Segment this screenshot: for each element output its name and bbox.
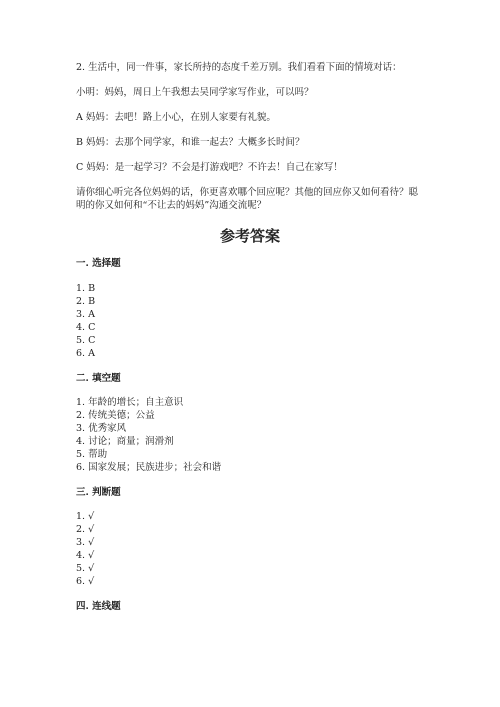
list-item: 2. B [76, 296, 96, 307]
list-item: 2. √ [76, 524, 95, 535]
answer-list-judge [76, 510, 426, 588]
question-intro: 2. 生活中，同一件事，家长所持的态度千差万别。我们看看下面的情境对话： [76, 62, 402, 73]
section-heading-judge: 三. 判断题 [76, 487, 121, 498]
list-item: 1. 年龄的增长；自主意识 [76, 397, 184, 408]
list-item: 2. 传统美德；公益 [76, 410, 155, 421]
list-item: 1. B [76, 283, 96, 294]
section-heading-fill: 二. 填空题 [76, 373, 121, 384]
list-item: 3. A [76, 309, 95, 320]
list-item: 4. C [76, 322, 96, 333]
list-item: 4. 讨论；商量；润滑剂 [76, 436, 174, 447]
dialogue-mom-a: A 妈妈：去吧！路上小心，在别人家要有礼貌。 [76, 112, 276, 123]
list-item: 6. A [76, 348, 95, 359]
list-item: 1. √ [76, 511, 95, 522]
section-heading-choice: 一. 选择题 [76, 258, 121, 269]
dialogue-mom-b: B 妈妈：去那个同学家，和谁一起去？大概多长时间？ [76, 137, 305, 148]
dialogue-mom-c: C 妈妈：是一起学习？不会是打游戏吧？不许去！自己在家写！ [76, 162, 343, 173]
list-item: 3. 优秀家风 [76, 423, 127, 434]
answer-list-fill [76, 396, 426, 474]
list-item: 5. 帮助 [76, 449, 108, 460]
answer-list-choice [76, 282, 426, 360]
section-heading-match: 四. 连线题 [76, 601, 121, 612]
question-prompt: 请你细心听完各位妈妈的话，你更喜欢哪个回应呢？其他的回应你又如何看待？聪明的你又如何和“不让去的妈妈”沟通交流呢？ [76, 187, 419, 211]
list-item: 6. √ [76, 576, 95, 587]
list-item: 4. √ [76, 550, 95, 561]
list-item: 5. C [76, 335, 96, 346]
dialogue-xiaoming: 小明：妈妈，周日上午我想去吴同学家写作业，可以吗？ [76, 87, 314, 98]
list-item: 6. 国家发展；民族进步；社会和谐 [76, 462, 222, 473]
list-item: 3. √ [76, 537, 95, 548]
answers-title: 参考答案 [219, 227, 280, 245]
list-item: 5. √ [76, 563, 95, 574]
